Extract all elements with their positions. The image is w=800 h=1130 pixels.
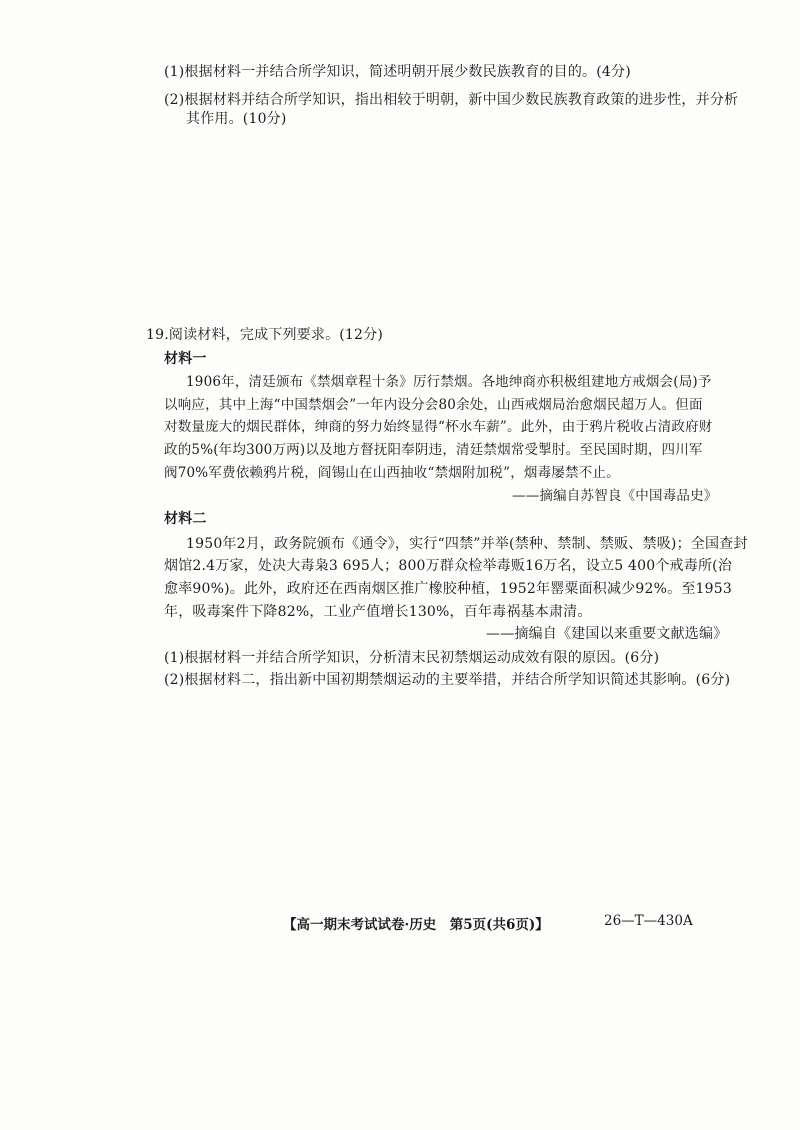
material-2-line: 愈率90%)。此外，政府还在西南烟区推广橡胶种植，1952年罂粟面积减少92%。至1953 [164, 581, 732, 597]
material-1-line: 对数量庞大的烟民群体，绅商的努力始终显得“杯水车薪”。此外，由于鸦片税收占清政府财 [164, 419, 713, 435]
material-2-line: 烟馆2.4万家，处决大毒枭3 695人；800万群众检举毒贩16万名，设立5 400个戒毒所(治 [164, 558, 733, 574]
page-footer: 【高一期末考试试卷·历史 第5页(共6页)】 [283, 917, 549, 933]
exam-code: 26—T—430A [604, 913, 693, 929]
q18-subquestion-1: (1)根据材料一并结合所学知识，简述明朝开展少数民族教育的目的。(4分) [164, 64, 631, 80]
material-2-line: 年，吸毒案件下降82%，工业产值增长130%，百年毒祸基本肃清。 [164, 604, 592, 620]
q19-subquestion-2: (2)根据材料二，指出新中国初期禁烟运动的主要举措，并结合所学知识简述其影响。(6分) [164, 672, 731, 688]
material-1-source: ——摘编自苏智良《中国毒品史》 [512, 488, 718, 504]
material-1-line: 1906年，清廷颁布《禁烟章程十条》厉行禁烟。各地绅商亦积极组建地方戒烟会(局)予 [186, 374, 712, 390]
material-1-line: 阀70%军费依赖鸦片税，阎锡山在山西抽收“禁烟附加税”，烟毒屡禁不止。 [164, 465, 620, 481]
material-2-label: 材料二 [164, 511, 207, 527]
q18-subquestion-2-line-2: 其作用。(10分) [186, 111, 287, 127]
material-1-line: 以响应，其中上海“中国禁烟会”一年内设分会80余处，山西戒烟局治愈烟民超万人。但面 [164, 397, 703, 413]
material-1-line: 政的5%(年均300万两)以及地方督抚阳奉阴违，清廷禁烟常受掣肘。至民国时期，四川军 [164, 442, 703, 458]
material-2-source: ——摘编自《建国以来重要文献选编》 [486, 626, 728, 642]
material-1-label: 材料一 [164, 351, 207, 367]
q19-subquestion-1: (1)根据材料一并结合所学知识，分析清末民初禁烟运动成效有限的原因。(6分) [164, 650, 660, 666]
material-2-line: 1950年2月，政务院颁布《通令》，实行“四禁”并举(禁种、禁制、禁贩、禁吸)；全国查封 [186, 536, 748, 552]
q19-heading: 19.阅读材料，完成下列要求。(12分) [146, 327, 384, 343]
q18-subquestion-2-line-1: (2)根据材料并结合所学知识，指出相较于明朝，新中国少数民族教育政策的进步性，并分析 [164, 92, 739, 108]
